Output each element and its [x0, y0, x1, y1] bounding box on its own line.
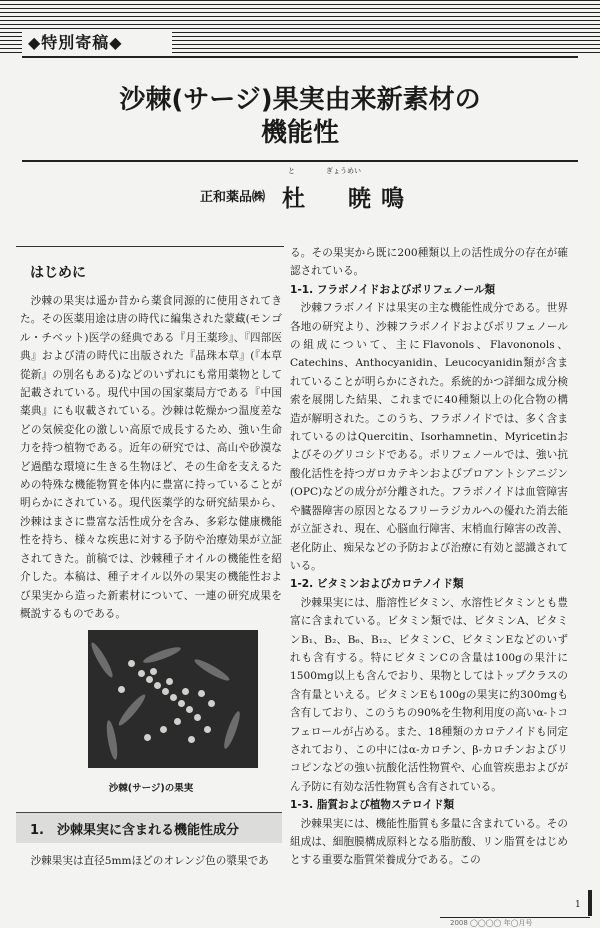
continuation-paragraph: る。その果実から既に200種類以上の活性成分の存在が確認されている。: [290, 247, 568, 278]
author-name: 杜 暁鳴: [282, 185, 414, 212]
subsection-1-1-paragraph: 沙棘フラボノイドは果実の主な機能性成分である。世界各地の研究より、沙棘フラボノイドおよびポリフェノールの組成について、主にFlavonols、Flavononols、Catechins、Anthocyanidin、Leucocyanidin類が含まれていることが明らかにされた。系統的かつ詳細な成分検索を展開した結果、これまでに40種類以上の化合物の構造が解明された。このうち、フラボノイドでは、多く含まれているのはQuercitin、Isorhamnetin、Myricetinおよびそのグリコシドである。ポリフェノールでは、強い抗酸化活性を持つガロカテキンおよびプロアントシアニジン(OPC)などの成分が分離された。フラボノイドは血管障害や臓器障害の原因となるフリーラジカルへの優れた消去能が立証され、現在、心脳血行障害、末梢血行障害の改善、老化防止、痴呆などの予防および治療に有効と認識されている。: [290, 302, 568, 572]
section1-heading-band: [16, 812, 282, 843]
subsection-1-3-heading: 1-3. 脂質および植物ステロイド類: [290, 799, 455, 812]
photo-berry: [186, 706, 193, 713]
subsection-1-1-heading: 1-1. フラボノイドおよびポリフェノール類: [290, 283, 496, 296]
photo-berry: [204, 726, 211, 733]
photo-leaf: [193, 657, 232, 684]
intro-paragraph: 沙棘の果実は遥か昔から薬食同源的に使用されてきた。その医薬用途は唐の時代に編集された蒙藏(モンゴル・チベット)医学の経典である『月王薬珍』、『四部医典』および清の時代に出版された『晶珠本草』(『本草從新』の別名もある)などのいずれにも常用薬物として記載されている。現代中国の国家薬局方である『中国薬典』にも収載されている。沙棘は乾燥かつ温度差などの気候変化の激しい高原で成長するため、強い生命力を持つ植物である。近年の研究では、高山や砂漠など過酷な環境に生きる生物ほど、その生命を支えるための特殊な機能物質を体内に豊富に持っていることが明らかにされている。現代医薬学的な研究結果から、沙棘はまさに豊富な活性成分を含み、多彩な健康機能性を持ち、様々な疾患に対する予防や治療効果が立証されてきた。前稿では、沙棘種子オイルの機能性を紹介した。本稿は、種子オイル以外の果実の機能性および果実から造った新素材について、一連の研究成果を概説するものである。: [20, 295, 282, 620]
footer-mark: 2008 ◯◯◯◯ 年◯月号: [450, 919, 533, 927]
right-column: [290, 244, 568, 870]
subsection-1-2-paragraph: 沙棘果実には、脂溶性ビタミン、水溶性ビタミンとも豊富に含まれている。ビタミン類では、ビタミンA、ビタミンB₁、B₂、B₆、B₁₂、ビタミンC、ビタミンEなどのいずれも含有する。特にビタミンCの含量は100gの果汁に1500mg以上も含んでおり、果物としてはトップクラスの含有量といえる。ビタミンEも100gの果実に約300mgも含有しており、このうちの90%を生物利用度の高いα-トコフェロールが占める。また、18種類のカロテノイドも同定されており、この中にはα-カロチン、β-カロチンおよびリコピンなどの強い抗酸化活性物質や、心血管疾患およびがん予防に有効な活性物質も含有されている。: [290, 596, 568, 793]
subsection-1-2-heading: 1-2. ビタミンおよびカロテノイド類: [290, 578, 464, 591]
author-company: 正和薬品㈱: [200, 190, 266, 205]
photo-berry: [154, 682, 161, 689]
photo-berry: [138, 670, 145, 677]
author-ruby-family: と: [288, 167, 295, 175]
photo-berry: [162, 688, 169, 695]
photo-berry: [146, 676, 153, 683]
subsection-1-3-paragraph: 沙棘果実には、機能性脂質も多量に含まれている。その組成は、細胞膜構成原料となる脂肪酸、リン脂質をはじめとする重要な脂質栄養成分である。この: [290, 817, 568, 867]
photo-berry: [198, 690, 205, 697]
photo-berry: [160, 726, 167, 733]
photo-berry: [188, 736, 195, 743]
photo-berry: [128, 660, 135, 667]
author-ruby-given: ぎょうめい: [326, 167, 361, 175]
photo-berry: [182, 688, 189, 695]
photo-berry: [166, 678, 173, 685]
title-line-2: 機能性: [260, 118, 339, 148]
category-label: ◆特別寄稿◆: [28, 33, 123, 52]
photo-leaf: [105, 720, 120, 761]
section1-paragraph: 沙棘果実は直径5mmほどのオレンジ色の漿果であ: [30, 855, 269, 867]
photo-leaf: [89, 641, 116, 680]
footer-bar: [588, 890, 592, 916]
photo-berry: [174, 718, 181, 725]
photo-leaf: [116, 692, 148, 728]
photo-berry: [178, 700, 185, 707]
sea-buckthorn-photo: [88, 630, 258, 768]
photo-berry: [170, 694, 177, 701]
header-rule: [22, 56, 578, 58]
photo-leaf: [142, 644, 182, 665]
title-line-1: 沙棘(サージ)果実由来新素材の: [119, 85, 481, 115]
section1-heading: 1. 沙棘果実に含まれる機能性成分: [30, 823, 239, 838]
category-label-box: [22, 30, 172, 55]
article-title: [40, 84, 560, 150]
photo-berry: [144, 734, 151, 741]
section1-body: [20, 852, 282, 870]
page-number: 1: [575, 900, 581, 910]
title-rule: [22, 160, 578, 162]
author-row: [200, 167, 520, 212]
photo-berry: [150, 668, 157, 675]
photo-berry: [194, 714, 201, 721]
photo-caption: 沙棘(サージ)の果実: [108, 783, 194, 794]
intro-body: [20, 292, 282, 623]
photo-berry: [118, 686, 125, 693]
photo-berry: [208, 700, 215, 707]
photo-leaf: [221, 710, 242, 750]
intro-heading: はじめに: [30, 265, 86, 281]
